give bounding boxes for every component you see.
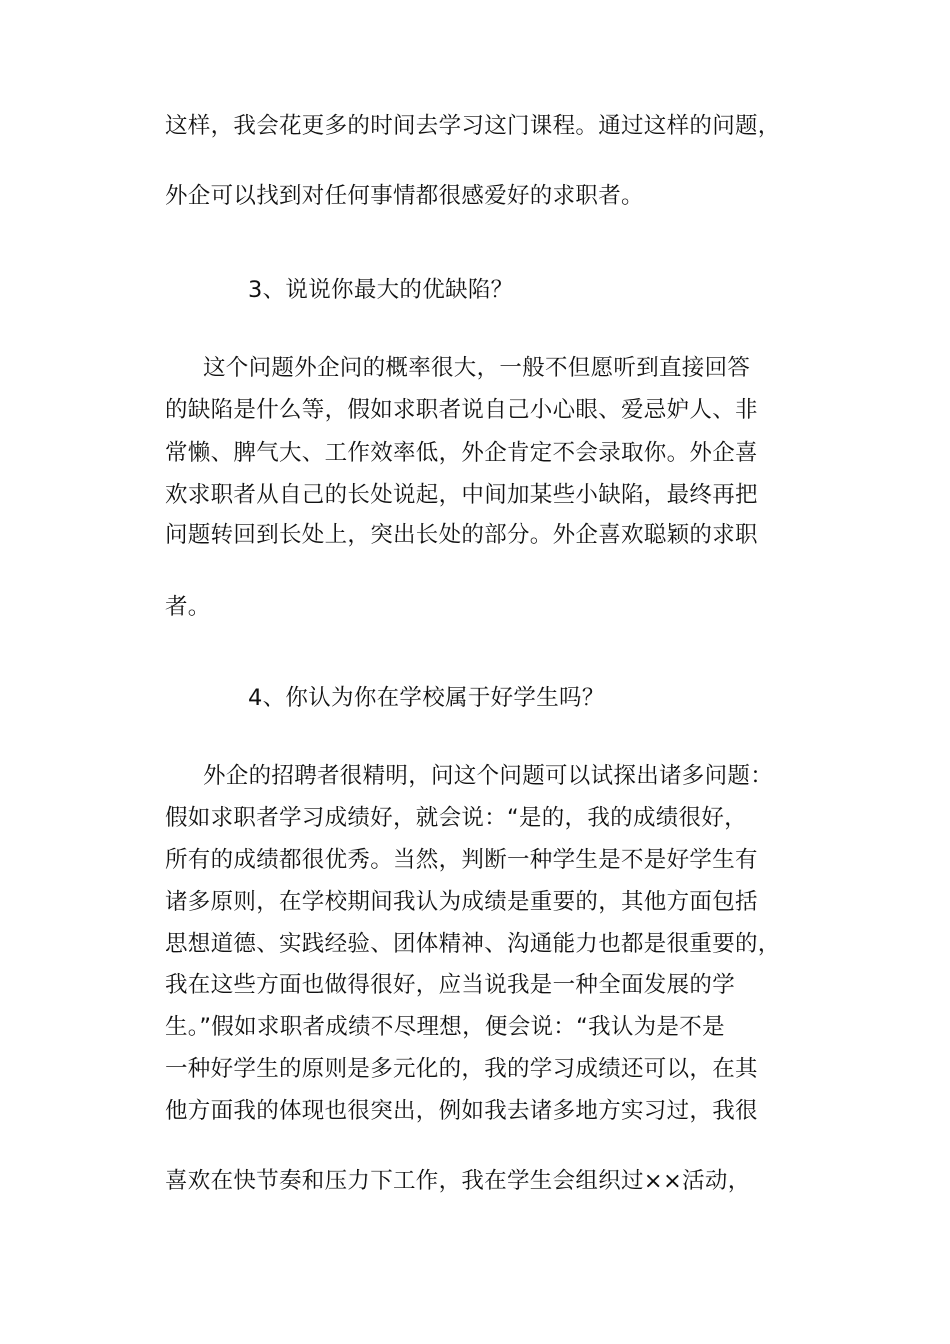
paragraph-line: 者。 xyxy=(165,594,211,620)
paragraph-line: 所有的成绩都很优秀。当然，判断一种学生是不是好学生有 xyxy=(165,847,758,873)
paragraph-line: 这样，我会花更多的时间去学习这门课程。通过这样的问题， xyxy=(165,113,781,139)
paragraph-line: 外企可以找到对任何事情都很感爱好的求职者。 xyxy=(165,183,644,209)
paragraph-line: 我在这些方面也做得很好，应当说我是一种全面发展的学 xyxy=(165,972,736,998)
paragraph-line: 欢求职者从自己的长处说起，中间加某些小缺陷，最终再把 xyxy=(165,482,758,508)
paragraph-line: 一种好学生的原则是多元化的，我的学习成绩还可以，在其 xyxy=(165,1056,758,1082)
paragraph-line: 常懒、脾气大、工作效率低，外企肯定不会录取你。外企喜 xyxy=(165,440,758,466)
paragraph-line: 他方面我的体现也很突出，例如我去诸多地方实习过，我很 xyxy=(165,1098,758,1124)
paragraph-line: 思想道德、实践经验、团体精神、沟通能力也都是很重要的， xyxy=(165,931,781,957)
section-heading: 4、你认为你在学校属于好学生吗？ xyxy=(248,685,605,711)
paragraph-line: 的缺陷是什么等，假如求职者说自己小心眼、爱忌妒人、非 xyxy=(165,397,758,423)
paragraph-line: 问题转回到长处上，突出长处的部分。外企喜欢聪颖的求职 xyxy=(165,522,758,548)
paragraph-line: 外企的招聘者很精明，问这个问题可以试探出诸多问题： xyxy=(203,763,774,789)
paragraph-line: 这个问题外企问的概率很大，一般不但愿听到直接回答 xyxy=(203,355,751,381)
paragraph-line: 诸多原则，在学校期间我认为成绩是重要的，其他方面包括 xyxy=(165,889,758,915)
paragraph-line: 喜欢在快节奏和压力下工作，我在学生会组织过××活动， xyxy=(165,1168,751,1194)
paragraph-line: 假如求职者学习成绩好，就会说：“是的，我的成绩很好， xyxy=(165,805,747,831)
section-heading: 3、说说你最大的优缺陷？ xyxy=(248,277,514,303)
paragraph-line: 生。”假如求职者成绩不尽理想，便会说：“我认为是不是 xyxy=(165,1014,725,1040)
